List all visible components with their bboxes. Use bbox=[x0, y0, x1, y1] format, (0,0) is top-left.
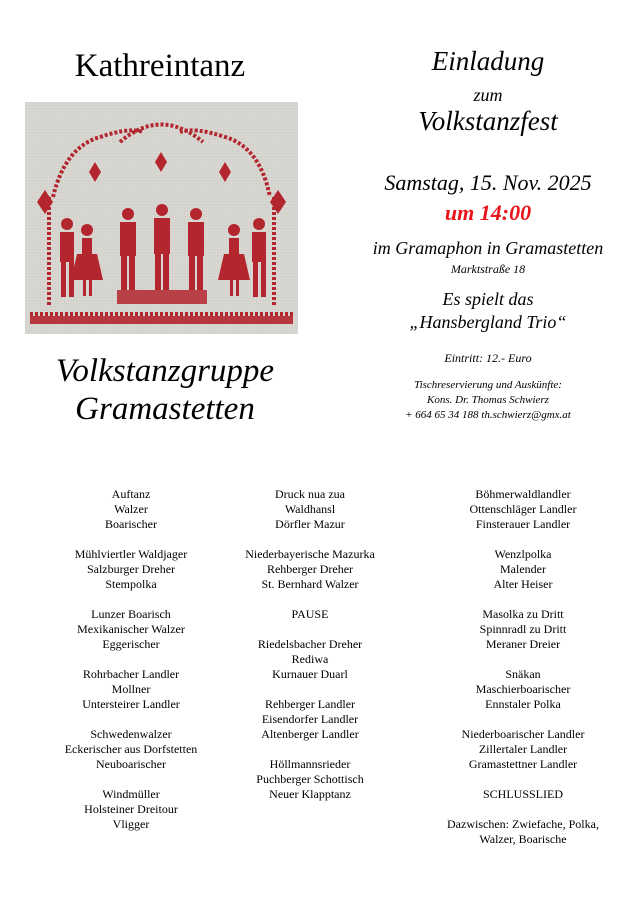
reservation-label: Tischreservierung und Auskünfte: bbox=[414, 379, 562, 391]
dance-item: Dörfler Mazur bbox=[275, 517, 345, 531]
dance-item: Wenzlpolka bbox=[494, 547, 552, 561]
dance-item: Rohrbacher Landler bbox=[82, 667, 180, 681]
dance-item: Böhmerwaldlandler bbox=[475, 487, 571, 501]
dance-item: Rehberger Landler bbox=[264, 697, 356, 711]
dance-item: Eisendorfer Landler bbox=[261, 712, 359, 726]
program-block bbox=[205, 607, 415, 622]
dance-item: PAUSE bbox=[291, 607, 329, 621]
dance-item: Rehberger Dreher bbox=[266, 562, 354, 576]
event-venue: im Gramaphon in Gramastetten bbox=[372, 238, 604, 258]
dance-item: Holsteiner Dreitour bbox=[84, 802, 178, 816]
invitation-event-name: Volkstanzfest bbox=[418, 106, 558, 136]
invitation-subheading: zum bbox=[473, 85, 503, 105]
program-block bbox=[205, 637, 415, 682]
group-name bbox=[0, 352, 330, 428]
program-block bbox=[205, 487, 415, 532]
dance-item: Vligger bbox=[112, 817, 150, 831]
dance-item: Neuboarischer bbox=[96, 757, 166, 771]
dance-item: Untersteirer Landler bbox=[82, 697, 180, 711]
program-block bbox=[423, 547, 623, 592]
dance-item: Waldhansl bbox=[284, 502, 336, 516]
group-name-line2: Gramastetten bbox=[75, 391, 255, 427]
event-date: Samstag, 15. Nov. 2025 bbox=[384, 170, 592, 195]
dance-item: Niederboarischer Landler bbox=[461, 727, 585, 741]
dance-item: Niederbayerische Mazurka bbox=[245, 547, 375, 561]
dance-item: Alter Heiser bbox=[493, 577, 553, 591]
dance-item: Riedelsbacher Dreher bbox=[257, 637, 363, 651]
dance-item: Spinnradl zu Dritt bbox=[479, 622, 567, 636]
dance-item: Mühlviertler Waldjager bbox=[74, 547, 188, 561]
dance-item: Gramastettner Landler bbox=[468, 757, 578, 771]
dance-item: Kurnauer Duarl bbox=[272, 667, 348, 681]
dance-item: Meraner Dreier bbox=[485, 637, 561, 651]
program-block bbox=[423, 667, 623, 712]
embroidery-image bbox=[25, 102, 298, 334]
dance-item: Ennstaler Polka bbox=[485, 697, 561, 711]
dance-item: Dazwischen: Zwiefache, Polka, bbox=[447, 817, 599, 831]
dance-item: Auftanz bbox=[111, 487, 151, 501]
program-block bbox=[423, 487, 623, 532]
dance-item: Eggerischer bbox=[102, 637, 160, 651]
event-address: Marktstraße 18 bbox=[450, 262, 526, 276]
event-title: Kathreintanz bbox=[74, 48, 246, 84]
dance-item: Walzer, Boarische bbox=[479, 832, 567, 846]
program-block bbox=[205, 757, 415, 802]
program-block bbox=[423, 727, 623, 772]
dance-item: Windmüller bbox=[102, 787, 160, 801]
dance-item: Mexikanischer Walzer bbox=[77, 622, 185, 636]
event-time: um 14:00 bbox=[444, 200, 532, 225]
invitation-heading: Einladung bbox=[431, 46, 545, 76]
entry-fee: Eintritt: 12.- Euro bbox=[444, 351, 532, 365]
dance-item: Schwedenwalzer bbox=[90, 727, 172, 741]
dance-item: Höllmannsrieder bbox=[269, 757, 351, 771]
dance-item: Maschierboarischer bbox=[475, 682, 571, 696]
dance-item: Rediwa bbox=[291, 652, 329, 666]
dance-item: Snäkan bbox=[505, 667, 541, 681]
dance-item: Stempolka bbox=[105, 577, 157, 591]
dance-item: St. Bernhard Walzer bbox=[261, 577, 359, 591]
dance-item: Masolka zu Dritt bbox=[482, 607, 564, 621]
dance-item: Lunzer Boarisch bbox=[91, 607, 171, 621]
dance-item: Zillertaler Landler bbox=[478, 742, 568, 756]
dance-item: Boarischer bbox=[105, 517, 157, 531]
dance-item: Walzer bbox=[114, 502, 148, 516]
reservation-info bbox=[338, 378, 638, 423]
program-column-3 bbox=[423, 487, 623, 862]
dance-item: Druck nua zua bbox=[275, 487, 345, 501]
program-block bbox=[423, 787, 623, 802]
dance-item: Salzburger Dreher bbox=[86, 562, 176, 576]
dance-item: Puchberger Schottisch bbox=[256, 772, 364, 786]
dance-item: Eckerischer aus Dorfstetten bbox=[64, 742, 198, 756]
program-block bbox=[205, 547, 415, 592]
program-column-2 bbox=[205, 487, 415, 817]
program-block bbox=[423, 607, 623, 652]
dance-item: Mollner bbox=[111, 682, 151, 696]
dance-item: Finsterauer Landler bbox=[475, 517, 571, 531]
music-intro: Es spielt das bbox=[442, 289, 534, 309]
contact-details: + 664 65 34 188 th.schwierz@gmx.at bbox=[405, 409, 571, 421]
band-name: „Hansbergland Trio“ bbox=[409, 312, 567, 332]
dance-item: Malender bbox=[500, 562, 546, 576]
contact-name: Kons. Dr. Thomas Schwierz bbox=[427, 394, 549, 406]
dance-item: Ottenschläger Landler bbox=[469, 502, 577, 516]
dance-item: SCHLUSSLIED bbox=[482, 787, 563, 801]
dance-item: Neuer Klapptanz bbox=[269, 787, 351, 801]
program-block bbox=[205, 697, 415, 742]
dance-item: Altenberger Landler bbox=[261, 727, 359, 741]
program-block bbox=[423, 817, 623, 847]
group-name-line1: Volkstanzgruppe bbox=[55, 353, 275, 389]
